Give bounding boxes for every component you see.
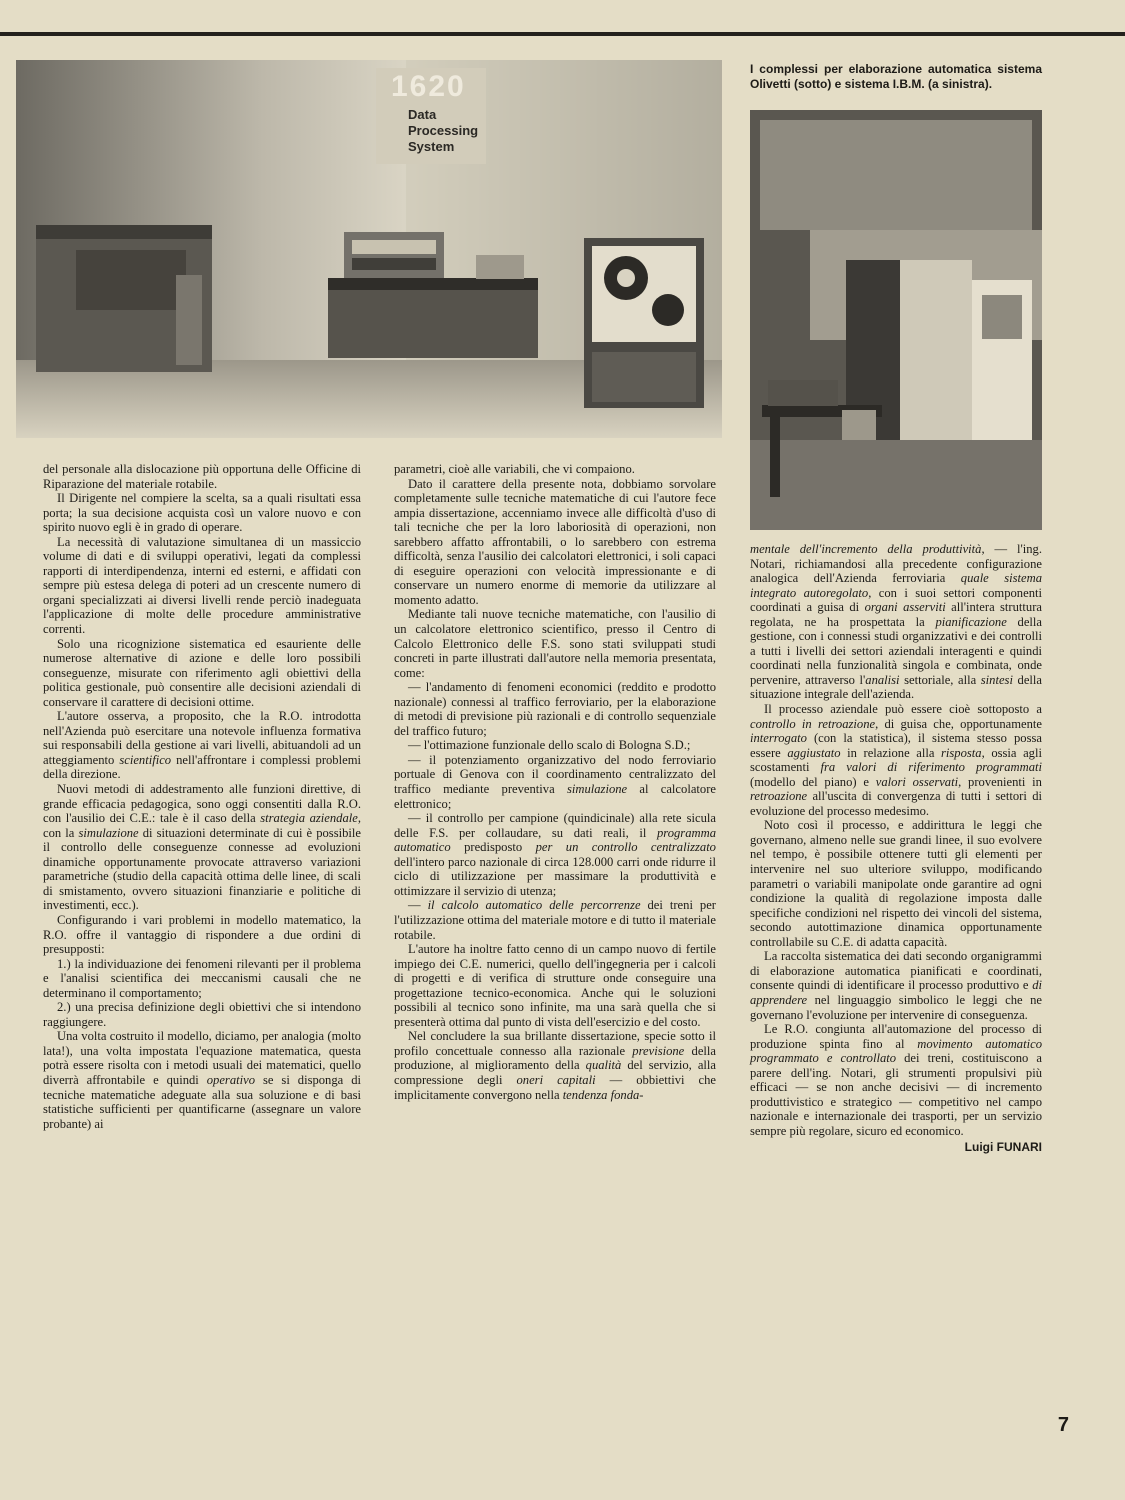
panel-text: [408, 107, 478, 155]
col3-paragraph-5: Le R.O. congiunta all'automazione del processo di produzione spinta fino al movimento automatico programmato e controllato dei treni, costituiscono a parere dell'ing. Notari, gli strumenti propulsivi più efficaci — se non anche decisivi — di incremento produttivistico e strategico — competitivo nel campo nazionale e internazionale dei trasporti, per un servizio sempre più regolare, sicuro ed economico.: [750, 1022, 1042, 1138]
col2-paragraph-6: — il potenziamento organizzativo del nodo ferroviario portuale di Genova con il coordinamento centralizzato del traffico mediante preventiva simulazione al calcolatore elettronico;: [394, 752, 716, 811]
col1-paragraph-5: L'autore osserva, a proposito, che la R.O. introdotta nell'Azienda può esercitare una notevole influenza formativa sui responsabili della gestione ai vari livelli, abituandoli ad un atteggiamento scientifico nell'affrontare i complessi problemi della direzione.: [43, 709, 361, 782]
photo-olivetti-system: [750, 110, 1042, 530]
column-2: [394, 462, 716, 1102]
col1-paragraph-4: Solo una ricognizione sistematica ed esauriente delle numerose alternative di azione e delle loro possibili conseguenze, misurate con riferimento agli obiettivi della politica gestionale, può consentire alle decisioni aziendali di conservare il carattere di decisioni ottime.: [43, 636, 361, 709]
col3-paragraph-4: La raccolta sistematica dei dati secondo organigrammi di elaborazione automatica pianificati e coordinati, consente quindi di identificare il processo produttivo e di apprendere nel linguaggio simbolico le leggi che ne governano l'evoluzione per intervenire di conseguenza.: [750, 949, 1042, 1022]
col1-paragraph-7: Configurando i vari problemi in modello matematico, la R.O. offre il vantaggio di rispondere a due ordini di presupposti:: [43, 912, 361, 957]
col1-paragraph-8: 1.) la individuazione dei fenomeni rilevanti per il problema e l'analisi scientifica dei meccanismi causali che ne determinano il comportamento;: [43, 956, 361, 1000]
col3-paragraph-3: Noto così il processo, e addirittura le leggi che governano, almeno nelle sue grandi linee, il suo evolvere nel tempo, è possibile ottenere tutti gli elementi per intervenire nel suo ulteriore sviluppo, modificando parametri o variabili manipolate onde garantire ad ogni condizione la qualità di regolazione imposta dalle specifiche condizioni nel rispetto dei vincoli del sistema, secondo autottimazione dinamica opportunamente controllabile su C.E. di adatta capacità.: [750, 818, 1042, 949]
model-number: 1620: [391, 70, 466, 103]
col1-paragraph-2: Il Dirigente nel compiere la scelta, sa a quali risultati essa porta; la sua decisione acquista così un valore nuovo e con spirito nuovo egli è in grado di operare.: [43, 491, 361, 535]
col2-paragraph-1: parametri, cioè alle variabili, che vi compaiono.: [394, 462, 635, 476]
col2-paragraph-9: L'autore ha inoltre fatto cenno di un campo nuovo di fertile impiego dei C.E. numerici, quello dell'ingegneria per i calcoli di progetti e di verifica di strutture onde conseguire una progettazione tecnico-economica. Anche qui le soluzioni possibili al tecnico sono infinite, ma una sarà quella che si presenterà ottima dal punto di vista dell'esercizio e del costo.: [394, 942, 716, 1029]
col2-paragraph-10: Nel concludere la sua brillante dissertazione, specie sotto il profilo concettuale connesso alla razionale previsione della produzione, al miglioramento della qualità del servizio, alla compressione degli oneri capitali — obbiettivi che implicitamente convergono nella tendenza fonda-: [394, 1029, 716, 1102]
photo-caption: I complessi per elaborazione automatica sistema Olivetti (sotto) e sistema I.B.M. (a sinistra).: [750, 62, 1042, 91]
panel-line-2: Processing: [408, 123, 479, 138]
col3-paragraph-2: Il processo aziendale può essere cioè sottoposto a controllo in retroazione, di guisa che, opportunamente interrogato (con la statistica), il sistema stesso possa essere aggiustato in relazione alla risposta, ossia agli scostamenti fra valori di riferimento programmati (modello del piano) e valori osservati, provenienti in retroazione all'uscita di convergenza di tutti i settori di evoluzione del processo medesimo.: [750, 702, 1042, 818]
olivetti-illustration: [750, 110, 1042, 530]
page-number: 7: [1057, 1414, 1069, 1436]
col2-paragraph-2: Dato il carattere della presente nota, dobbiamo sorvolare completamente sulle tecniche matematiche di cui l'autore fece ampia dissertazione, accenniamo invece alle difficoltà d'uso di tali tecniche che per la loro laboriosità di operazioni, non sarebbero affatto affrontabili, o lo sarebbero con estrema difficoltà, senza l'ausilio dei calcolatori elettronici, i soli capaci di eseguire operazioni con velocità impressionante e di conservare un numero enorme di memorie da utilizzare al momento adatto.: [394, 476, 716, 607]
col2-paragraph-7: — il controllo per campione (quindicinale) alla rete sicula delle F.S. per collaudare, su dati reali, il programma automatico predisposto per un controllo centralizzato dell'intero parco nazionale di circa 128.000 carri onde ridurre il ciclo di utilizzazione per massimare la produttività e ottimizzare il servizio di utenza;: [394, 811, 716, 898]
col2-paragraph-5: — l'ottimazione funzionale dello scalo di Bologna S.D.;: [408, 738, 691, 753]
photo-ibm-1620: [16, 60, 722, 438]
col2-paragraph-4: — l'andamento di fenomeni economici (reddito e prodotto nazionale) connessi al traffico ferroviario, per la elaborazione di metodi di previsione più razionali e di controllo sequenziale del traffico futuro;: [394, 680, 716, 738]
col1-paragraph-9: 2.) una precisa definizione degli obiettivi che si intendono raggiungere.: [43, 1000, 361, 1029]
col1-paragraph-10: Una volta costruito il modello, diciamo, per analogia (molto lata!), una volta impostata l'equazione matematica, questa potrà essere risolta con i metodi usuali dei matematici, quello diverrà affrontabile e quindi operativo se si disponga di tecniche matematiche adeguate alla sua soluzione e di basi statistiche sufficienti per quantificarne (assegnare un valore probante) ai: [43, 1029, 361, 1131]
panel-line-3: System: [408, 139, 455, 154]
top-rule: [0, 32, 1125, 36]
column-3: [750, 542, 1042, 1155]
ibm-1620-illustration: [16, 60, 722, 438]
col1-paragraph-3: La necessità di valutazione simultanea di un massiccio volume di dati e di sviluppi operativi, legati da complessi rapporti di interdipendenza, interni ed esterni, e affidati con sempre più estesa delega di poteri ad un crescente numero di organi specializzati ai diversi livelli rende perciò inadeguata l'applicazione di molte delle procedure amministrative correnti.: [43, 534, 361, 637]
author-signature: Luigi FUNARI: [964, 1140, 1042, 1155]
col1-paragraph-1: del personale alla dislocazione più opportuna delle Officine di Riparazione del materiale rotabile.: [43, 462, 361, 491]
col2-paragraph-8: — il calcolo automatico delle percorrenze dei treni per l'utilizzazione ottima del materiale motore e di tutto il materiale rotabile.: [394, 898, 716, 942]
column-1: [43, 462, 361, 1131]
col1-paragraph-6: Nuovi metodi di addestramento alle funzioni direttive, di grande efficacia pedagogica, sono oggi consentiti dalla R.O. con l'ausilio dei C.E.: tale è il caso della strategia aziendale, con la simulazione di situazioni determinate di cui è possibile il controllo delle conseguenze connesse ad evoluzioni dinamiche opportunamente provocate attraverso variazioni parametriche (studio della capacità ottima delle linee, di scali di smistamento, ovvero situazioni finanziarie e politiche di investimenti, ecc.).: [43, 782, 361, 913]
panel-line-1: Data: [408, 107, 437, 122]
col2-paragraph-3: Mediante tali nuove tecniche matematiche, con l'ausilio di un calcolatore elettronico scientifico, presso il Centro di Calcolo Elettronico delle F.S. sono stati sviluppati studi concreti in parte illustrati dall'autore nella memoria presentata, come:: [394, 607, 716, 680]
col3-paragraph-1: mentale dell'incremento della produttività, — l'ing. Notari, richiamandosi alla precedente configurazione analogica dell'Azienda ferroviaria quale sistema integrato autoregolato, con i suoi settori componenti coordinati a guisa di organi asserviti all'intera struttura regolata, ne ha prospettata la pianificazione della gestione, con i connessi studi organizzativi e dei controlli a tutti i livelli dei settori aziendali interagenti e quindi coordinati nella funzionalità singola e combinata, onde pervenire, attraverso l'analisi settoriale, alla sintesi della situazione integrale dell'azienda.: [750, 542, 1043, 702]
